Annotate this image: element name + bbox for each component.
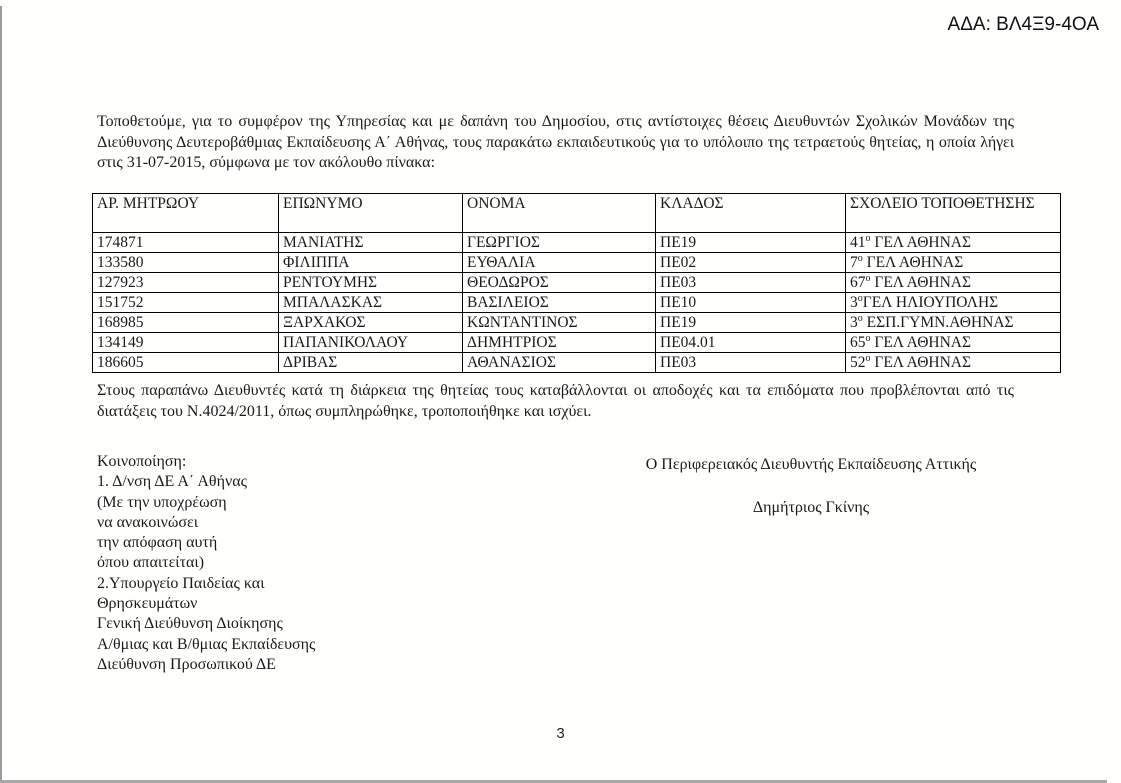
table-cell-school: $67^o$ ΓΕΛ ΑΘΗΝΑΣ	[846, 273, 1061, 293]
table-row	[93, 353, 1061, 373]
table-header-cell: ΚΛΑΔΟΣ	[656, 194, 846, 233]
table-cell-first-name: ΓΕΩΡΓΙΟΣ	[463, 233, 656, 253]
table-cell-surname: ΦΙΛΙΠΠΑ	[279, 253, 463, 273]
signature-name: Δημήτριος Γκίνης	[752, 499, 870, 516]
table-cell-branch: ΠΕ19	[656, 313, 846, 333]
table-cell-branch: ΠΕ02	[656, 253, 846, 273]
table-cell-first-name: ΒΑΣΙΛΕΙΟΣ	[463, 293, 656, 313]
notification-line: Θρησκευμάτων	[97, 595, 198, 613]
table-cell-school: $41^o$ ΓΕΛ ΑΘΗΝΑΣ	[846, 233, 1061, 253]
notification-line: Α/θμιας και Β/θμιας Εκπαίδευσης	[97, 635, 316, 653]
table-cell-school: $65^o$ ΓΕΛ ΑΘΗΝΑΣ	[846, 333, 1061, 353]
notification-block	[97, 452, 315, 675]
table-cell-first-name: ΚΩΝΤΑΝΤΙΝΟΣ	[463, 313, 656, 333]
table-cell-surname: ΜΠΑΛΑΣΚΑΣ	[279, 293, 463, 313]
table-row	[93, 333, 1061, 353]
table-row	[93, 293, 1061, 313]
ada-code: ΑΔΑ: ΒΛ4Ξ9-4ΟΑ	[947, 14, 1099, 35]
table-cell-surname: ΔΡΙΒΑΣ	[279, 353, 463, 373]
notification-line: 1. Δ/νση ΔΕ Α΄ Αθήνας	[97, 473, 247, 491]
table-body	[93, 233, 1061, 373]
table-cell-registry-no: 168985	[93, 313, 279, 333]
table-header-cell: ΑΡ. ΜΗΤΡΩΟΥ	[93, 194, 279, 233]
table-cell-surname: ΜΑΝΙΑΤΗΣ	[279, 233, 463, 253]
table-cell-school: $7^o$ ΓΕΛ ΑΘΗΝΑΣ	[846, 253, 1061, 273]
table-cell-branch: ΠΕ10	[656, 293, 846, 313]
table-cell-branch: ΠΕ19	[656, 233, 846, 253]
table-cell-registry-no: 174871	[93, 233, 279, 253]
notification-line: να ανακοινώσει	[97, 513, 199, 531]
table-cell-surname: ΡΕΝΤΟΥΜΗΣ	[279, 273, 463, 293]
table-cell-school: $3^o$ ΕΣΠ.ΓΥΜΝ.ΑΘΗΝΑΣ	[846, 313, 1061, 333]
notification-lines	[97, 472, 315, 675]
table-cell-first-name: ΑΘΑΝΑΣΙΟΣ	[463, 353, 656, 373]
signature-block	[622, 456, 1000, 517]
table-cell-branch: ΠΕ04.01	[656, 333, 846, 353]
notification-line: Διεύθυνση Προσωπικού ΔΕ	[97, 655, 276, 673]
notification-line: (Με την υποχρέωση	[97, 493, 227, 511]
signature-title: Ο Περιφερειακός Διευθυντής Εκπαίδευσης Αττικής	[645, 456, 977, 473]
table-cell-first-name: ΔΗΜΗΤΡΙΟΣ	[463, 333, 656, 353]
table-row	[93, 233, 1061, 253]
notification-line: όπου απαιτείται)	[97, 554, 205, 572]
table-cell-registry-no: 127923	[93, 273, 279, 293]
table-row	[93, 253, 1061, 273]
notification-line: την απόφαση αυτή	[97, 534, 218, 552]
table-cell-surname: ΠΑΠΑΝΙΚΟΛΑΟΥ	[279, 333, 463, 353]
table-row	[93, 273, 1061, 293]
notification-title: Κοινοποίηση:	[97, 453, 187, 470]
page-edge-left	[0, 6, 2, 783]
table-cell-registry-no: 134149	[93, 333, 279, 353]
placements-table	[92, 193, 1061, 373]
intro-paragraph: Τοποθετούμε, για το συμφέρον της Υπηρεσίας και με δαπάνη του Δημοσίου, στις αντίστοιχες θέσεις Διευθυντών Σχολικών Μονάδων της Διεύθυνσης Δευτεροβάθμιας Εκπαίδευσης Α΄ Αθήνας, τους παρακάτω εκπαιδευτικούς για το υπόλοιπο της τετραετούς θητείας, η οποία λήγει στις 31-07-2015, σύμφωνα με τον ακόλουθο πίνακα:	[97, 113, 1014, 171]
table-cell-registry-no: 186605	[93, 353, 279, 373]
table-cell-surname: ΞΑΡΧΑΚΟΣ	[279, 313, 463, 333]
table-header-cell: ΟΝΟΜΑ	[463, 194, 656, 233]
table-cell-registry-no: 151752	[93, 293, 279, 313]
notification-line: 2.Υπουργείο Παιδείας και	[97, 574, 265, 592]
closing-paragraph: Στους παραπάνω Διευθυντές κατά τη διάρκεια της θητείας τους καταβάλλονται οι αποδοχές και τα επιδόματα που προβλέπονται από τις διατάξεις του Ν.4024/2011, όπως συμπληρώθηκε, τροποποιήθηκε και ισχύει.	[97, 382, 1014, 420]
table-cell-registry-no: 133580	[93, 253, 279, 273]
table-row	[93, 313, 1061, 333]
notification-line: Γενική Διεύθυνση Διοίκησης	[97, 615, 283, 633]
table-cell-school: $3^o\Gamma E\Lambda$ ΗΛΙΟΥΠΟΛΗΣ	[846, 293, 1061, 313]
table-cell-branch: ΠΕ03	[656, 353, 846, 373]
table-header-cell: ΕΠΩΝΥΜΟ	[279, 194, 463, 233]
table-cell-first-name: ΕΥΘΑΛΙΑ	[463, 253, 656, 273]
table-cell-branch: ΠΕ03	[656, 273, 846, 293]
table-header-cell: ΣΧΟΛΕΙΟ ΤΟΠΟΘΕΤΗΣΗΣ	[846, 194, 1061, 233]
table-cell-first-name: ΘΕΟΔΩΡΟΣ	[463, 273, 656, 293]
table-header-row	[93, 194, 1061, 233]
page-number: 3	[556, 725, 565, 742]
table-cell-school: $52^o$ ΓΕΛ ΑΘΗΝΑΣ	[846, 353, 1061, 373]
